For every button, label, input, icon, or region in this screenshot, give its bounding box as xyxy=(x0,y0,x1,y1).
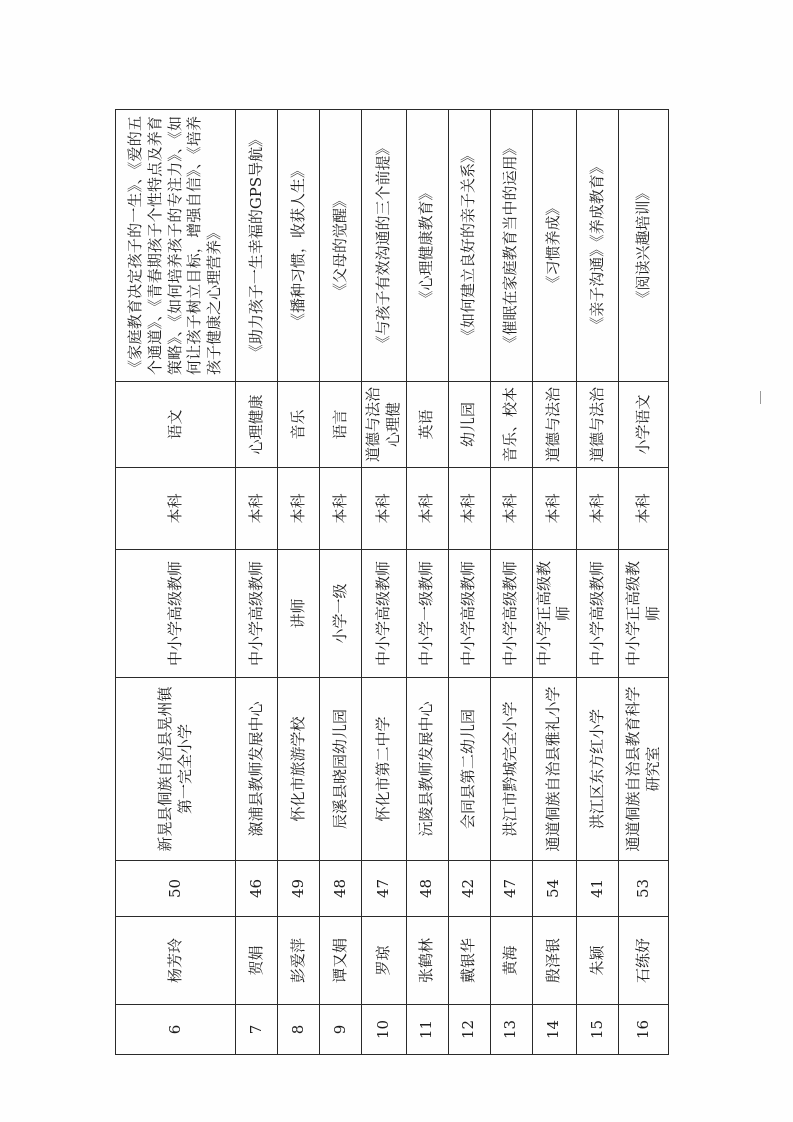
name-cell: 张鹤林 xyxy=(406,917,448,1005)
row-number-cell: 7 xyxy=(236,1005,278,1055)
table-row xyxy=(116,110,236,1055)
professional-title-cell: 中小学高级教师 xyxy=(362,550,407,678)
lecture-topic-cell: 《助力孩子一生幸福的GPS导航》 xyxy=(236,110,278,382)
professional-title-cell: 讲师 xyxy=(278,550,320,678)
professional-title-cell: 中小学正高级教师 xyxy=(532,550,577,678)
age-cell: 46 xyxy=(236,861,278,917)
name-cell: 贺娟 xyxy=(236,917,278,1005)
degree-cell: 本科 xyxy=(116,468,236,550)
unit-cell: 洪江市黔城完全小学 xyxy=(490,678,532,861)
subject-cell: 小学语文 xyxy=(619,382,669,468)
table-row xyxy=(362,110,407,1055)
subject-cell: 语文 xyxy=(116,382,236,468)
table-row xyxy=(236,110,278,1055)
degree-cell: 本科 xyxy=(362,468,407,550)
subject-cell: 语言 xyxy=(320,382,362,468)
name-cell: 彭爱萍 xyxy=(278,917,320,1005)
row-number-cell: 16 xyxy=(619,1005,669,1055)
degree-cell: 本科 xyxy=(490,468,532,550)
age-cell: 48 xyxy=(320,861,362,917)
age-cell: 54 xyxy=(532,861,577,917)
row-number-cell: 6 xyxy=(116,1005,236,1055)
table-row xyxy=(406,110,448,1055)
row-number-cell: 13 xyxy=(490,1005,532,1055)
professional-title-cell: 小学一级 xyxy=(320,550,362,678)
age-cell: 41 xyxy=(577,861,619,917)
degree-cell: 本科 xyxy=(619,468,669,550)
lecturer-table xyxy=(115,109,669,1055)
subject-cell: 音乐 xyxy=(278,382,320,468)
subject-cell: 道德与法治心理健 xyxy=(362,382,407,468)
professional-title-cell: 中小学高级教师 xyxy=(448,550,490,678)
lecture-topic-cell: 《心理健康教育》 xyxy=(406,110,448,382)
row-number-cell: 15 xyxy=(577,1005,619,1055)
subject-cell: 心理健康 xyxy=(236,382,278,468)
subject-cell: 幼儿园 xyxy=(448,382,490,468)
degree-cell: 本科 xyxy=(577,468,619,550)
name-cell: 谭又娟 xyxy=(320,917,362,1005)
professional-title-cell: 中小学高级教师 xyxy=(490,550,532,678)
margin-mark xyxy=(760,391,761,404)
row-number-cell: 11 xyxy=(406,1005,448,1055)
subject-cell: 英语 xyxy=(406,382,448,468)
name-cell: 黄海 xyxy=(490,917,532,1005)
degree-cell: 本科 xyxy=(320,468,362,550)
age-cell: 53 xyxy=(619,861,669,917)
degree-cell: 本科 xyxy=(406,468,448,550)
name-cell: 石练妤 xyxy=(619,917,669,1005)
row-number-cell: 12 xyxy=(448,1005,490,1055)
unit-cell: 怀化市旅游学校 xyxy=(278,678,320,861)
row-number-cell: 14 xyxy=(532,1005,577,1055)
row-number-cell: 9 xyxy=(320,1005,362,1055)
lecture-topic-cell: 《父母的觉醒》 xyxy=(320,110,362,382)
professional-title-cell: 中小学高级教师 xyxy=(577,550,619,678)
lecture-topic-cell: 《与孩子有效沟通的三个前提》 xyxy=(362,110,407,382)
table-row xyxy=(619,110,669,1055)
age-cell: 42 xyxy=(448,861,490,917)
name-cell: 罗琼 xyxy=(362,917,407,1005)
table-row xyxy=(278,110,320,1055)
age-cell: 47 xyxy=(490,861,532,917)
unit-cell: 溆浦县教师发展中心 xyxy=(236,678,278,861)
subject-cell: 道德与法治 xyxy=(532,382,577,468)
degree-cell: 本科 xyxy=(236,468,278,550)
name-cell: 朱颖 xyxy=(577,917,619,1005)
table-row xyxy=(490,110,532,1055)
table-row xyxy=(448,110,490,1055)
degree-cell: 本科 xyxy=(278,468,320,550)
lecture-topic-cell: 《催眠在家庭教育当中的运用》 xyxy=(490,110,532,382)
lecture-topic-cell: 《阅读兴趣培训》 xyxy=(619,110,669,382)
table-row xyxy=(320,110,362,1055)
subject-cell: 道德与法治 xyxy=(577,382,619,468)
unit-cell: 沅陵县教师发展中心 xyxy=(406,678,448,861)
unit-cell: 通道侗族自治县雅礼小学 xyxy=(532,678,577,861)
name-cell: 殷泽银 xyxy=(532,917,577,1005)
age-cell: 49 xyxy=(278,861,320,917)
table-body xyxy=(116,110,669,1055)
subject-cell: 音乐、校本 xyxy=(490,382,532,468)
unit-cell: 会同县第二幼儿园 xyxy=(448,678,490,861)
row-number-cell: 10 xyxy=(362,1005,407,1055)
unit-cell: 新晃县侗族自治县晃州镇第一完全小学 xyxy=(116,678,236,861)
lecture-topic-cell: 《亲子沟通》《养成教育》 xyxy=(577,110,619,382)
unit-cell: 辰溪县晓园幼儿园 xyxy=(320,678,362,861)
professional-title-cell: 中小学高级教师 xyxy=(116,550,236,678)
professional-title-cell: 中小学高级教师 xyxy=(236,550,278,678)
degree-cell: 本科 xyxy=(532,468,577,550)
age-cell: 47 xyxy=(362,861,407,917)
name-cell: 戴银华 xyxy=(448,917,490,1005)
lecture-topic-cell: 《如何建立良好的亲子关系》 xyxy=(448,110,490,382)
unit-cell: 洪江区东方红小学 xyxy=(577,678,619,861)
lecture-topic-cell: 《习惯养成》 xyxy=(532,110,577,382)
row-number-cell: 8 xyxy=(278,1005,320,1055)
lecture-topic-cell: 《播种习惯，收获人生》 xyxy=(278,110,320,382)
age-cell: 48 xyxy=(406,861,448,917)
table-row xyxy=(577,110,619,1055)
lecture-topic-cell: 《家庭教育决定孩子的一生》、《爱的五个通道》、《青春期孩子个性特点及养育策略》、《如何培养孩子的专注力》、《如何让孩子树立目标，增强自信》、《培养孩子健康之心理营养》 xyxy=(116,110,236,382)
unit-cell: 怀化市第二中学 xyxy=(362,678,407,861)
unit-cell: 通道侗族自治县教育科学研究室 xyxy=(619,678,669,861)
degree-cell: 本科 xyxy=(448,468,490,550)
age-cell: 50 xyxy=(116,861,236,917)
professional-title-cell: 中小学一级教师 xyxy=(406,550,448,678)
professional-title-cell: 中小学正高级教师 xyxy=(619,550,669,678)
name-cell: 杨芳玲 xyxy=(116,917,236,1005)
rotated-page-content xyxy=(115,110,663,1055)
table-row xyxy=(532,110,577,1055)
